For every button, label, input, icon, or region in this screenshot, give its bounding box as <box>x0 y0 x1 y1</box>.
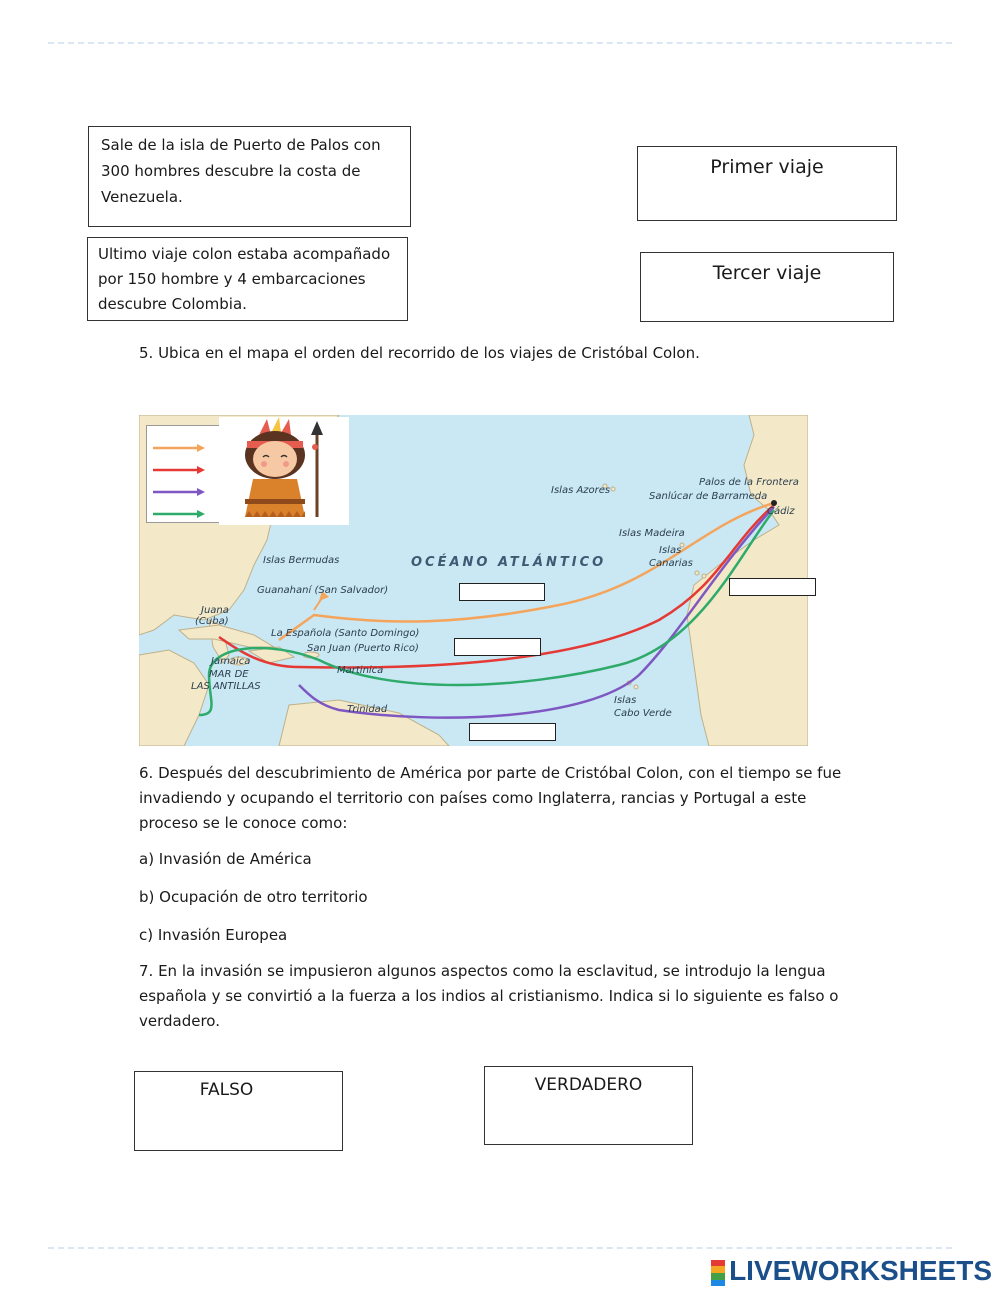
answer-falso[interactable] <box>134 1071 343 1151</box>
label-sanlucar: Sanlúcar de Barrameda <box>649 491 768 502</box>
question-7: 7. En la invasión se impusieron algunos aspectos como la esclavitud, se introdujo la lengua española y se convirtió a la fuerza a los indios al cristianismo. Indica si lo siguiente es falso o verdadero. <box>139 962 839 1030</box>
logo-text: LIVEWORKSHEETS <box>729 1255 992 1286</box>
label-sanjuan: San Juan (Puerto Rico) <box>307 643 419 654</box>
answer-primer-viaje[interactable] <box>637 146 897 221</box>
label-caboverde-1: Islas <box>614 695 637 706</box>
card-first-trip[interactable] <box>88 126 411 227</box>
question-5: 5. Ubica en el mapa el orden del recorrido de los viajes de Cristóbal Colon. <box>139 344 700 362</box>
answer-falso-label: FALSO <box>199 1080 254 1100</box>
answer-tercer-label: Tercer viaje <box>712 262 822 284</box>
card-last-trip-text: Ultimo viaje colon estaba acompañado por 150 hombre y 4 embarcaciones descubre Colombia. <box>98 245 391 313</box>
card-first-trip-text: Sale de la isla de Puerto de Palos con 300 hombres descubre la costa de Venezuela. <box>101 136 381 206</box>
answer-verdadero-label: VERDADERO <box>534 1075 643 1095</box>
map-drop-target-4[interactable] <box>469 723 556 741</box>
label-madeira: Islas Madeira <box>619 528 685 539</box>
label-guanahani: Guanahaní (San Salvador) <box>257 585 389 596</box>
answer-primer-label: Primer viaje <box>710 156 824 178</box>
label-canarias-1: Islas <box>659 545 682 556</box>
liveworksheets-logo[interactable] <box>711 1255 992 1287</box>
map-drop-target-1[interactable] <box>459 583 545 601</box>
label-azores: Islas Azores <box>551 485 611 496</box>
label-trinidad: Trinidad <box>347 704 388 715</box>
answer-tercer-viaje[interactable] <box>640 252 894 322</box>
label-caboverde-2: Cabo Verde <box>614 708 672 719</box>
label-jamaica: Jamaica <box>211 656 251 667</box>
label-palos: Palos de la Frontera <box>699 477 799 488</box>
answer-verdadero[interactable] <box>484 1066 693 1145</box>
logo-badge-icon <box>711 1260 725 1286</box>
ocean-label: OCÉANO ATLÁNTICO <box>411 555 607 570</box>
question-6: 6. Después del descubrimiento de América por parte de Cristóbal Colon, con el tiempo se fue invadiendo y ocupando el territorio con países como Inglaterra, rancias y Portugal a este proceso se le conoce como: <box>139 764 842 832</box>
label-canarias-2: Canarias <box>649 558 693 569</box>
label-juana-1: Juana <box>201 605 229 616</box>
option-b[interactable]: b) Ocupación de otro territorio <box>139 888 368 906</box>
label-juana-2: (Cuba) <box>195 616 229 627</box>
columbus-voyages-map <box>139 415 808 746</box>
bottom-dashed-border <box>48 1247 952 1249</box>
option-a[interactable]: a) Invasión de América <box>139 850 312 868</box>
label-martinica: Martinica <box>337 665 384 676</box>
label-mar-1: MAR DE <box>209 669 249 680</box>
label-espanola: La Española (Santo Domingo) <box>271 628 420 639</box>
label-cadiz: Cádiz <box>767 506 795 517</box>
top-dashed-border <box>48 42 952 44</box>
label-mar-2: LAS ANTILLAS <box>191 681 261 692</box>
option-c[interactable]: c) Invasión Europea <box>139 926 288 944</box>
map-drop-target-3[interactable] <box>454 638 541 656</box>
label-bermudas: Islas Bermudas <box>263 555 340 566</box>
card-last-trip[interactable] <box>87 237 408 321</box>
map-drop-target-2[interactable] <box>729 578 816 596</box>
native-character-illustration <box>219 417 349 525</box>
